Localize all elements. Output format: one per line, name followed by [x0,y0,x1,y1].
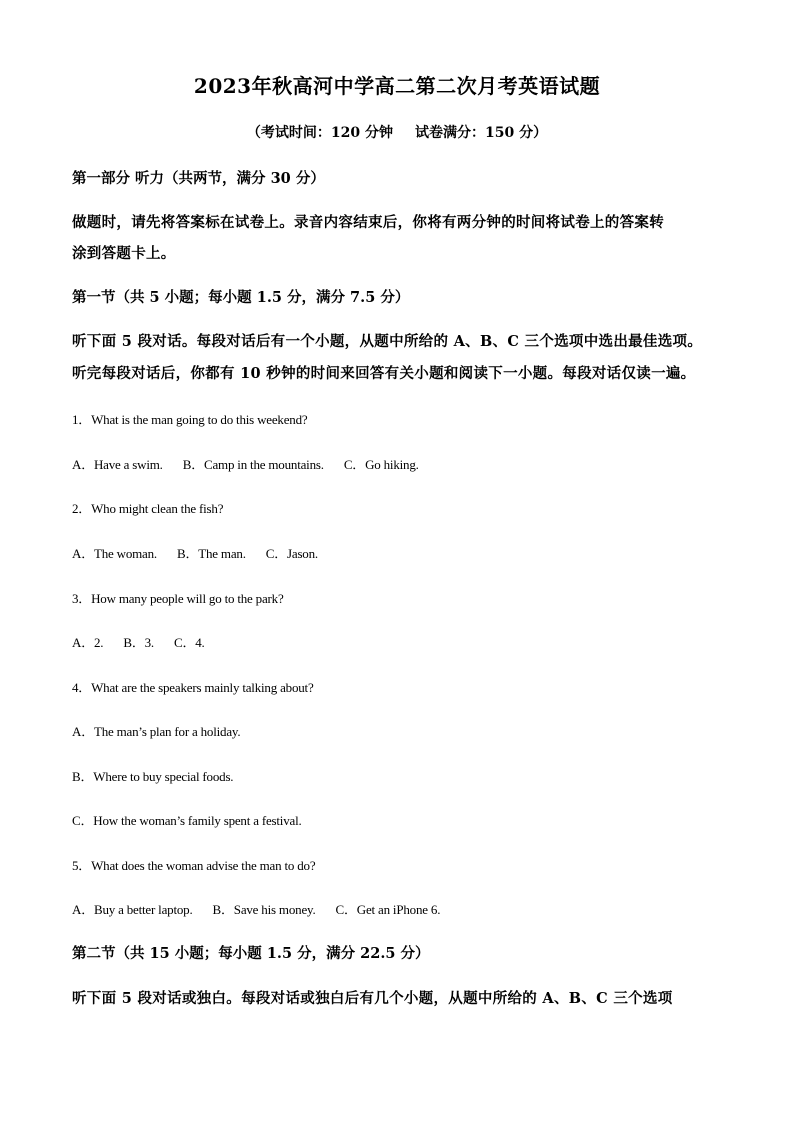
option-a: A．2. [72,635,104,650]
part1-instruction-line1: 做题时，请先将答案标在试卷上。录音内容结束后，你将有两分钟的时间将试卷上的答案转 [72,214,664,231]
question-options [72,454,419,473]
question-stem: 4．What are the speakers mainly talking about? [72,680,314,695]
exam-time: （考试时间：120 分钟 [246,125,393,141]
option-a: A．Buy a better laptop. [72,902,193,917]
question-options [72,899,440,918]
option-c: C．Jason. [265,546,318,561]
option-b: B．Save his money. [212,902,316,917]
question-stem: 1．What is the man going to do this weekend? [72,412,308,427]
question-stem: 2．Who might clean the fish? [72,501,224,516]
option-a: A．The woman. [72,546,157,561]
question-options [72,632,205,651]
exam-title: 2023年秋高河中学高二第二次月考英语试题 [193,74,601,98]
part1-heading: 第一部分 听力（共两节，满分 30 分） [72,170,325,187]
section1-instruction-line1: 听下面 5 段对话。每段对话后有一个小题，从题中所给的 A、B、C 三个选项中选出最佳选项。 [72,333,703,350]
section2-instruction-line1: 听下面 5 段对话或独白。每段对话或独白后有几个小题，从题中所给的 A、B、C 三个选项 [72,990,673,1007]
question-stem: 5．What does the woman advise the man to do? [72,858,316,873]
section1-instruction-line2: 听完每段对话后，你都有 10 秒钟的时间来回答有关小题和阅读下一小题。每段对话仅读一遍。 [72,365,696,382]
full-score: 试卷满分：150 分） [415,125,548,141]
option-b: B．Camp in the mountains. [182,457,324,472]
option-c: C．Go hiking. [343,457,419,472]
option-b: B．Where to buy special foods. [72,769,234,784]
option-b: B．3. [123,635,154,650]
question-options [72,543,318,562]
question-stem: 3．How many people will go to the park? [72,591,284,606]
section2-heading: 第二节（共 15 小题；每小题 1.5 分，满分 22.5 分） [72,945,430,962]
option-a: A．The man’s plan for a holiday. [72,724,241,739]
option-b: B．The man. [176,546,246,561]
option-c: C．4. [173,635,205,650]
section1-heading: 第一节（共 5 小题；每小题 1.5 分，满分 7.5 分） [72,289,410,306]
part1-instruction-line2: 涂到答题卡上。 [72,245,176,262]
option-c: C．Get an iPhone 6. [335,902,441,917]
option-c: C．How the woman’s family spent a festival. [72,813,302,828]
option-a: A．Have a swim. [72,457,163,472]
exam-info [0,122,794,142]
